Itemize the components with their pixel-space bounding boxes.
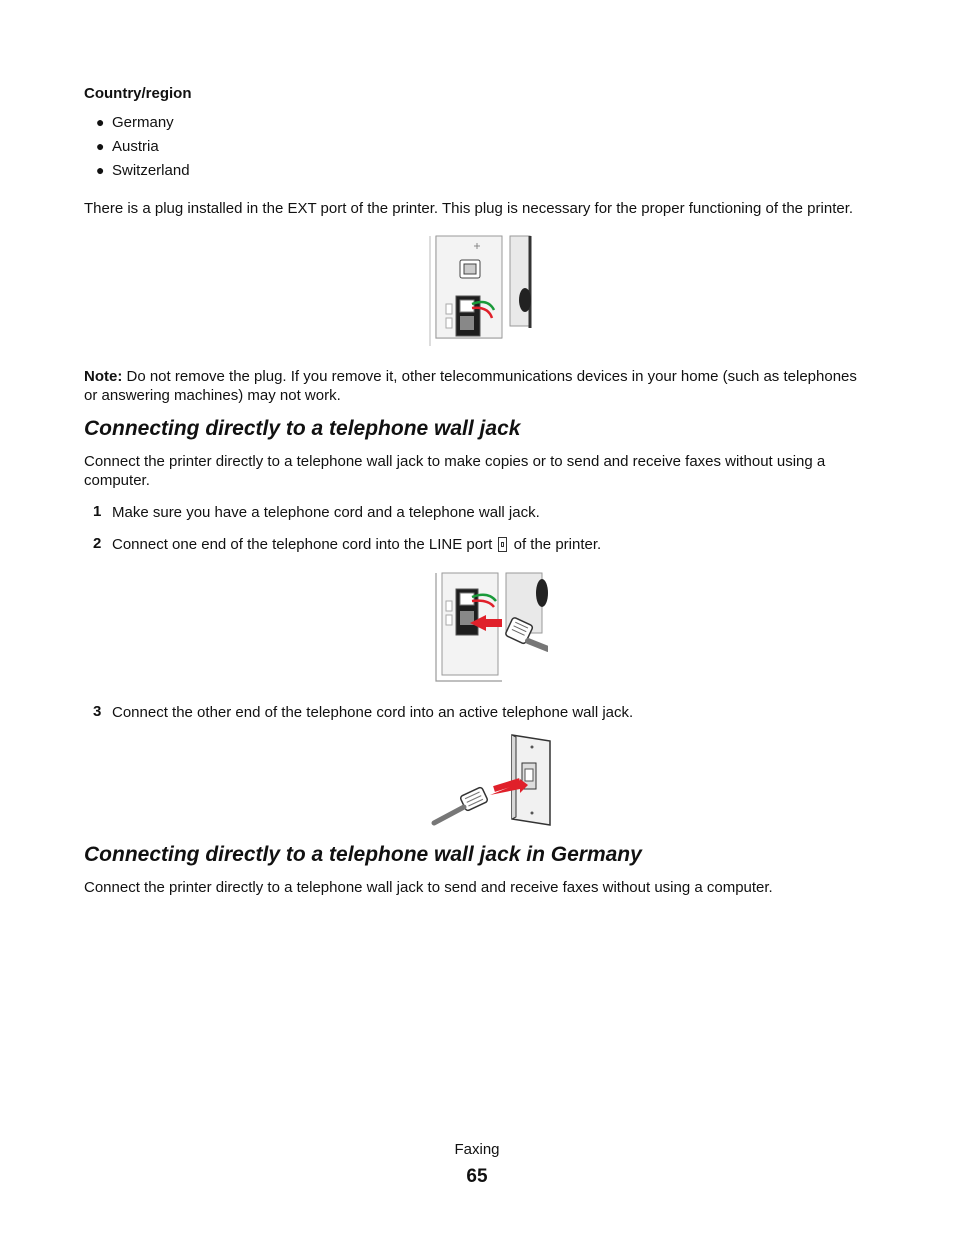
step-number: 3 (93, 703, 102, 720)
line-port-icon (498, 537, 507, 552)
wall-jack-intro-line-1: Connect the printer directly to a telephone wall jack to make copies or to send and receive faxes without using a (84, 453, 826, 470)
page-number: 65 (466, 1166, 488, 1187)
bullet-icon: ● (96, 114, 105, 130)
list-item (96, 138, 159, 155)
step-2-text-after: of the printer. (513, 536, 602, 553)
plug-paragraph: There is a plug installed in the EXT port of the printer. This plug is necessary for the proper functioning of the printer. (84, 200, 854, 217)
country-switzerland: Switzerland (112, 162, 190, 179)
bullet-icon: ● (96, 162, 105, 178)
step-number: 2 (93, 535, 102, 552)
wall-jack-intro-line-2: computer. (84, 472, 150, 489)
country-germany: Germany (112, 114, 174, 131)
wall-jack-illustration (428, 733, 554, 829)
list-item (96, 162, 190, 179)
step-3-text: Connect the other end of the telephone cord into an active telephone wall jack. (112, 704, 634, 721)
note-text-1: Do not remove the plug. If you remove it, other telecommunications devices in your home (such as telephones (122, 368, 857, 385)
step-2-text (112, 535, 601, 554)
note-line-2: or answering machines) may not work. (84, 387, 341, 404)
note-line-1 (84, 367, 857, 386)
country-austria: Austria (112, 138, 159, 155)
bullet-icon: ● (96, 138, 105, 154)
germany-heading: Connecting directly to a telephone wall jack in Germany (84, 843, 642, 866)
country-region-heading: Country/region (84, 85, 192, 102)
germany-intro: Connect the printer directly to a telephone wall jack to send and receive faxes without using a computer. (84, 879, 773, 896)
wall-jack-heading: Connecting directly to a telephone wall jack (84, 417, 521, 440)
note-label: Note: (84, 368, 123, 385)
list-item (96, 114, 174, 131)
line-port-connection-illustration (434, 571, 548, 683)
step-2-text-before: Connect one end of the telephone cord into the LINE port (112, 536, 493, 553)
footer-section-name: Faxing (454, 1141, 500, 1158)
step-number: 1 (93, 503, 102, 520)
printer-ext-plug-illustration (422, 234, 534, 348)
step-1-text: Make sure you have a telephone cord and a telephone wall jack. (112, 504, 540, 521)
